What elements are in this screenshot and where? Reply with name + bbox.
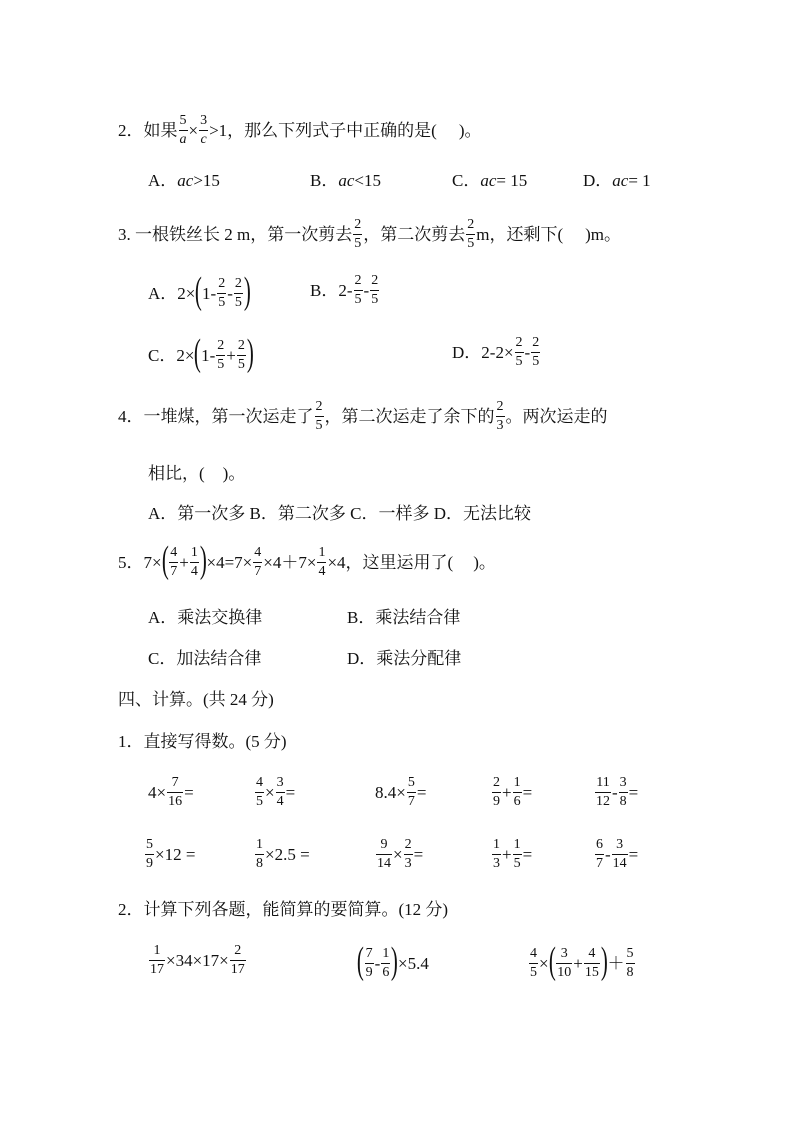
option-value: >15 (193, 171, 220, 190)
operator: + (226, 345, 236, 365)
numerator: 1 (318, 544, 326, 560)
denominator: 5 (371, 292, 379, 307)
q2-option-d[interactable] (583, 172, 651, 189)
denominator: 6 (513, 794, 521, 809)
q5-expr: )。 (473, 552, 496, 572)
numerator: 2 (354, 217, 362, 232)
numerator: 1 (382, 945, 390, 961)
denominator: 9 (493, 794, 500, 809)
denominator: 5 (354, 292, 362, 307)
numerator: 2 (234, 275, 242, 291)
numerator: 7 (365, 945, 373, 961)
fraction (230, 944, 246, 977)
denominator: 5 (513, 856, 521, 871)
numerator: 2 (315, 399, 323, 414)
option-label: A． (148, 171, 178, 190)
fraction (353, 218, 362, 251)
denominator: 8 (626, 964, 634, 980)
section-title (118, 691, 274, 708)
fraction (376, 838, 392, 871)
fraction (404, 838, 413, 871)
calc-item[interactable] (148, 776, 194, 809)
numerator: 5 (407, 775, 415, 790)
q3-stem (118, 218, 621, 251)
denominator: 4 (318, 563, 326, 579)
right-paren: ) (246, 332, 254, 374)
subsection-title (118, 733, 287, 750)
option-expr: 1 (202, 283, 211, 303)
operator: - (612, 783, 618, 802)
option-expr: 2× (176, 345, 195, 365)
numerator: 3 (619, 775, 627, 790)
fraction (276, 776, 285, 809)
q3-option-a[interactable] (148, 270, 251, 312)
fraction (556, 947, 572, 980)
denominator: 6 (382, 964, 390, 980)
option-label: A． (148, 283, 178, 303)
fraction (595, 776, 611, 809)
operator: + (573, 953, 583, 973)
fraction (167, 776, 183, 809)
fraction (354, 274, 363, 307)
numerator: 4 (588, 945, 596, 961)
subsection-title-text: 1．直接写得数。(5 分) (118, 732, 287, 751)
fraction (255, 838, 264, 871)
operator: × (188, 121, 199, 140)
denominator: 5 (234, 294, 242, 310)
denominator: 3 (493, 856, 500, 871)
option-text: A．乘法交换律 (148, 608, 263, 627)
denominator: 5 (354, 236, 362, 251)
question-number: 5． (118, 552, 144, 572)
denominator: 7 (170, 563, 178, 579)
section-title-text: 四、计算。(共 24 分) (118, 690, 274, 709)
fraction (149, 944, 165, 977)
numerator: 2 (532, 335, 540, 350)
q5-option-d[interactable] (347, 650, 461, 667)
q2-option-a[interactable] (148, 172, 220, 189)
denominator: 8 (619, 794, 627, 809)
numerator: 4 (256, 775, 263, 790)
fraction (626, 947, 635, 980)
q4-stem-text: )。 (222, 464, 246, 483)
calc-item[interactable] (594, 838, 638, 871)
denominator: 9 (365, 964, 373, 980)
fraction (466, 218, 475, 251)
denominator: 8 (256, 856, 263, 871)
right-paren: ) (243, 270, 251, 312)
numerator: 2 (237, 337, 245, 353)
option-var: ac (177, 171, 194, 190)
numerator: 2 (467, 217, 475, 232)
option-value: = 1 (628, 171, 651, 190)
denominator: 3 (496, 418, 504, 433)
option-label: D． (452, 343, 482, 362)
fraction (190, 546, 199, 579)
numerator: 9 (380, 837, 388, 852)
option-expr: 2× (177, 283, 196, 303)
subsection-title (118, 901, 448, 918)
q4-options-text: A．第一次多 B．第二次多 C．一样多 D．无法比较 (148, 504, 531, 523)
fraction (317, 546, 326, 579)
q5-expr: ×4＋7× (263, 552, 317, 572)
q3-stem-text: ，第二次剪去 (363, 225, 466, 244)
q2-option-c[interactable] (452, 172, 527, 189)
q2-stem (118, 114, 482, 147)
fraction (315, 400, 324, 433)
q2-stem-text: >1，那么下列式子中正确的是( (209, 121, 437, 140)
option-value: <15 (354, 171, 381, 190)
operator: ＋ (607, 953, 625, 973)
calc-item[interactable] (254, 838, 310, 871)
numerator: 2 (217, 337, 225, 353)
fraction (407, 776, 416, 809)
fraction (513, 838, 522, 871)
denominator: 5 (467, 236, 475, 251)
denominator: a (179, 132, 187, 147)
denominator: 7 (407, 794, 415, 809)
option-var: ac (338, 171, 355, 190)
numerator: 11 (596, 775, 610, 790)
numerator: 2 (234, 943, 242, 958)
numerator: 2 (515, 335, 523, 350)
numerator: 4 (254, 544, 262, 560)
denominator: 16 (168, 794, 183, 809)
q5-option-b[interactable] (347, 609, 460, 626)
numerator: 2 (496, 399, 504, 414)
equals: = (522, 845, 533, 864)
left-paren: ( (161, 539, 169, 581)
numerator: 2 (493, 775, 500, 790)
fraction (169, 546, 178, 579)
equals: = (628, 783, 639, 802)
option-label: B． (310, 281, 339, 300)
fraction (492, 838, 501, 871)
operator: × (393, 845, 403, 864)
right-paren: ) (199, 539, 207, 581)
calc-item[interactable] (375, 838, 423, 871)
left-paren: ( (356, 940, 364, 982)
numerator: 3 (276, 775, 284, 790)
left-paren: ( (195, 270, 203, 312)
numerator: 1 (513, 775, 521, 790)
fraction (253, 546, 262, 579)
option-label: C． (452, 171, 481, 190)
fraction (513, 776, 522, 809)
denominator: 5 (530, 964, 537, 980)
equals: = (522, 783, 533, 802)
q4-stem (118, 400, 608, 433)
calc-item[interactable] (254, 776, 295, 809)
denominator: 7 (254, 563, 262, 579)
denominator: 17 (150, 962, 164, 977)
denominator: 17 (230, 962, 245, 977)
q2-option-b[interactable] (310, 172, 381, 189)
denominator: 5 (315, 418, 323, 433)
denominator: 3 (404, 856, 412, 871)
denominator: 4 (276, 794, 284, 809)
q4-options[interactable] (148, 505, 531, 522)
q5-expr: ×4，这里运用了( (327, 552, 454, 572)
numerator: 6 (596, 837, 603, 852)
calc-expr: 8.4× (375, 783, 406, 802)
denominator: 4 (190, 563, 198, 579)
numerator: 1 (256, 837, 263, 852)
q3-option-d[interactable] (452, 336, 541, 369)
calc-expr: 4× (148, 783, 167, 802)
denominator: 9 (146, 856, 153, 871)
denominator: 15 (584, 964, 599, 980)
option-expr: 2-2× (481, 343, 514, 362)
denominator: 14 (377, 856, 391, 871)
fraction (492, 776, 501, 809)
calc-item[interactable] (356, 940, 429, 982)
left-paren: ( (548, 940, 556, 982)
fraction (612, 838, 628, 871)
denominator: c (200, 132, 207, 147)
fraction (217, 277, 226, 310)
q2-stem-text: 2．如果 (118, 121, 178, 140)
fraction (515, 336, 524, 369)
numerator: 5 (146, 837, 153, 852)
q5-expr: 7× (143, 552, 162, 572)
denominator: 5 (532, 354, 540, 369)
fraction (529, 947, 538, 980)
numerator: 3 (616, 837, 624, 852)
numerator: 1 (190, 544, 198, 560)
option-expr: 1 (201, 345, 210, 365)
q3-option-c[interactable] (148, 332, 254, 374)
denominator: 5 (237, 356, 245, 372)
option-label: D． (583, 171, 613, 190)
equals: = (416, 783, 427, 802)
calc-expr: ×2.5 = (265, 845, 310, 864)
denominator: 5 (256, 794, 263, 809)
fraction (531, 336, 540, 369)
operator: × (265, 783, 275, 802)
option-var: ac (612, 171, 629, 190)
numerator: 2 (371, 273, 379, 288)
operator: - (374, 953, 381, 973)
numerator: 3 (560, 945, 568, 961)
option-var: ac (480, 171, 497, 190)
operator: - (209, 345, 216, 365)
operator: + (502, 783, 512, 802)
calc-expr: ×12 = (155, 845, 196, 864)
denominator: 14 (612, 856, 627, 871)
q4-stem-text: 相比，( (148, 464, 205, 483)
fraction (496, 400, 505, 433)
q5-option-a[interactable] (148, 609, 262, 626)
q4-stem-text: 4．一堆煤，第一次运走了 (118, 407, 314, 426)
fraction (145, 838, 154, 871)
q4-stem-line2 (148, 465, 245, 482)
numerator: 5 (626, 945, 634, 961)
numerator: 3 (200, 113, 208, 128)
q5-stem (118, 539, 496, 581)
calc-item[interactable] (491, 776, 532, 809)
numerator: 1 (513, 837, 521, 852)
fraction (179, 114, 188, 147)
fraction (370, 274, 379, 307)
fraction (255, 776, 264, 809)
numerator: 1 (153, 943, 161, 958)
left-paren: ( (194, 332, 202, 374)
equals: = (285, 783, 296, 802)
equals: = (184, 783, 194, 802)
fraction (234, 277, 243, 310)
denominator: 10 (557, 964, 572, 980)
calc-item[interactable] (375, 776, 426, 809)
calc-expr: ×34×17× (166, 951, 229, 970)
denominator: 12 (596, 794, 610, 809)
operator: + (502, 845, 512, 864)
operator: - (210, 283, 217, 303)
numerator: 4 (530, 945, 537, 961)
option-value: = 15 (496, 171, 528, 190)
q4-stem-text: ，第二次运走了余下的 (324, 407, 495, 426)
numerator: 7 (171, 775, 179, 790)
calc-item[interactable] (144, 838, 195, 871)
denominator: 5 (217, 356, 225, 372)
fraction (595, 838, 604, 871)
option-text: C．加法结合律 (148, 649, 262, 668)
numerator: 5 (179, 113, 187, 128)
operator: × (539, 953, 549, 973)
right-paren: ) (391, 940, 399, 982)
right-paren: ) (600, 940, 608, 982)
numerator: 1 (493, 837, 500, 852)
fraction (365, 947, 374, 980)
operator: - (227, 283, 233, 303)
calc-item[interactable] (491, 838, 532, 871)
q3-option-b[interactable] (310, 274, 380, 307)
denominator: 5 (515, 354, 523, 369)
fraction (584, 947, 600, 980)
option-text: B．乘法结合律 (347, 608, 461, 627)
equals: = (413, 845, 424, 864)
q3-stem-text: m，还剩下( (476, 225, 564, 244)
operator: + (179, 552, 189, 572)
fraction (216, 339, 225, 372)
operator: - (524, 343, 531, 362)
option-expr: 2 (338, 281, 347, 300)
numerator: 2 (404, 837, 412, 852)
q3-stem-text: )m。 (585, 225, 622, 244)
fraction (237, 339, 246, 372)
calc-item[interactable] (594, 776, 638, 809)
q2-stem-text: )。 (458, 121, 482, 140)
equals: = (628, 845, 639, 864)
denominator: 5 (218, 294, 226, 310)
option-text: D．乘法分配律 (347, 649, 462, 668)
q4-stem-text: 。两次运走的 (505, 407, 608, 426)
fraction (199, 114, 208, 147)
numerator: 4 (170, 544, 178, 560)
calc-expr: ×5.4 (397, 953, 429, 973)
q3-stem-text: 3. 一根铁丝长 2 m，第一次剪去 (118, 225, 353, 244)
option-label: C． (148, 345, 177, 365)
q5-expr: ×4=7× (206, 552, 253, 572)
fraction (619, 776, 628, 809)
denominator: 7 (596, 856, 603, 871)
operator: - (346, 281, 353, 300)
numerator: 2 (218, 275, 226, 291)
numerator: 2 (354, 273, 362, 288)
option-label: B． (310, 171, 339, 190)
operator: - (605, 845, 611, 864)
q5-option-c[interactable] (148, 650, 261, 667)
calc-item[interactable] (528, 940, 636, 982)
calc-item[interactable] (148, 944, 247, 977)
fraction (381, 947, 390, 980)
operator: - (363, 281, 370, 300)
subsection-title-text: 2．计算下列各题，能简算的要简算。(12 分) (118, 900, 449, 919)
